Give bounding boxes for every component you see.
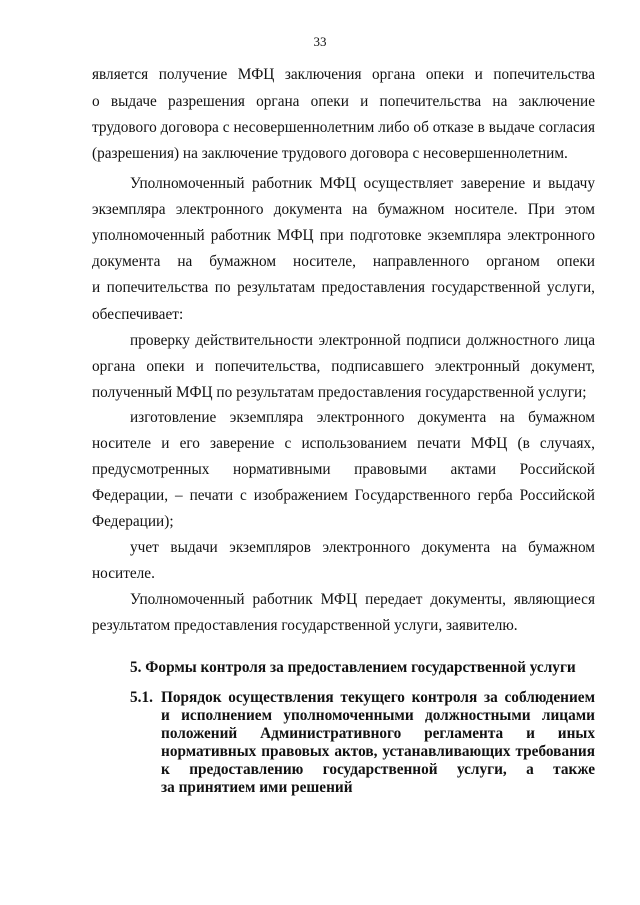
paragraph-4-line-4: Федерации, – печати с изображением Государственного герба Российской (92, 487, 595, 504)
paragraph-1-line-3: трудового договора с несовершеннолетним либо об отказе в выдаче согласия (92, 119, 595, 136)
page-number: 33 (313, 34, 327, 49)
subsection-title-line-4: нормативных правовых актов, устанавливающих требования (161, 743, 595, 760)
paragraph-6-line-2: результатом предоставления государственной услуги, заявителю. (92, 617, 518, 634)
paragraph-3-line-1: проверку действительности электронной подписи должностного лица (130, 332, 595, 349)
subsection-title-line-3: положений Административного регламента и иных (161, 725, 595, 742)
paragraph-2-line-5: и попечительства по результатам предоставления государственной услуги, (92, 279, 595, 296)
paragraph-4-line-3: предусмотренных нормативными правовыми актами Российской (92, 461, 595, 478)
section-title: 5. Формы контроля за предоставлением государственной услуги (130, 659, 576, 676)
paragraph-3-line-3: полученный МФЦ по результатам предоставления государственной услуги; (92, 384, 587, 401)
paragraph-4-line-2: носителе и его заверение с использованием печати МФЦ (в случаях, (92, 435, 595, 452)
paragraph-6-line-1: Уполномоченный работник МФЦ передает документы, являющиеся (130, 591, 595, 608)
paragraph-1-line-2: о выдаче разрешения органа опеки и попечительства на заключение (92, 93, 595, 110)
paragraph-3-line-2: органа опеки и попечительства, подписавшего электронный документ, (92, 358, 595, 375)
paragraph-2-line-1: Уполномоченный работник МФЦ осуществляет заверение и выдачу (130, 175, 595, 192)
paragraph-5-line-2: носителе. (92, 565, 155, 582)
paragraph-1-line-4: (разрешения) на заключение трудового договора с несовершеннолетним. (92, 145, 568, 162)
paragraph-1-line-1: является получение МФЦ заключения органа опеки и попечительства (92, 66, 595, 83)
paragraph-2-line-4: документа на бумажном носителе, направленного органом опеки (92, 253, 595, 270)
subsection-title-line-6: за принятием ими решений (161, 779, 353, 796)
subsection-title-line-2: и исполнением уполномоченными должностными лицами (161, 707, 595, 724)
paragraph-2-line-3: уполномоченный работник МФЦ при подготовке экземпляра электронного (92, 227, 595, 244)
subsection-title-line-5: к предоставлению государственной услуги, а также (161, 761, 595, 778)
paragraph-5-line-1: учет выдачи экземпляров электронного документа на бумажном (130, 539, 595, 556)
paragraph-4-line-1: изготовление экземпляра электронного документа на бумажном (130, 409, 595, 426)
paragraph-2-line-2: экземпляра электронного документа на бумажном носителе. При этом (92, 201, 595, 218)
paragraph-4-line-5: Федерации); (92, 513, 174, 530)
subsection-number: 5.1. (130, 689, 153, 706)
subsection-title-line-1: Порядок осуществления текущего контроля за соблюдением (161, 689, 595, 706)
paragraph-2-line-6: обеспечивает: (92, 306, 184, 323)
